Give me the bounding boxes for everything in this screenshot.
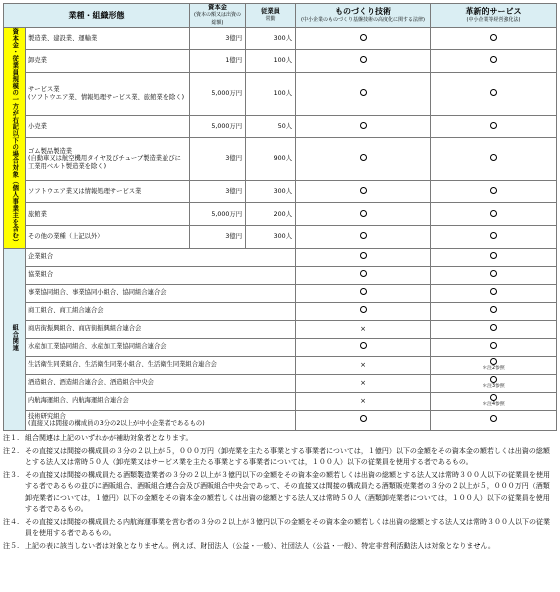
circle-mark-icon: [490, 154, 497, 161]
table-row: [4, 266, 557, 284]
side-label-association-text: 組合関連: [11, 324, 19, 352]
footnote-text: 上記の表に該当しない者は対象となりません。例えば、財団法人（公益・一般）、社団法人（公益・一般）、特定非営利活動法人は対象となりません。: [25, 541, 495, 550]
circle-mark-icon: [490, 394, 497, 401]
header-employees-note: 常勤: [265, 16, 276, 23]
capital-value: [190, 50, 246, 73]
circle-mark-icon: [490, 252, 497, 259]
header-monozukuri: [296, 4, 431, 28]
header-employees-label: 従業員: [261, 7, 280, 15]
header-employees: [246, 4, 296, 28]
footnote-text: 組合関連は上記のいずれかが補助対象者となります。: [25, 434, 193, 442]
circle-mark-icon: [360, 415, 367, 422]
employees-text: 300人: [273, 34, 292, 42]
employees-value: [246, 27, 296, 50]
association-type: 商工組合、商工組合連合会: [26, 302, 296, 320]
employees-text: 200人: [273, 210, 292, 218]
footnote-key: 注３.: [3, 470, 20, 479]
circle-mark-icon: [360, 154, 367, 161]
side-label-size-text: 資本金・従業員規模の一方が右記以下の場合対象（個人事業主を含む）: [11, 27, 19, 246]
association-rows: [4, 248, 557, 430]
monozukuri-mark: [296, 203, 431, 226]
footnote-key: 注５.: [3, 541, 20, 550]
service-mark: [431, 72, 557, 115]
service-mark: [431, 115, 557, 138]
table-row: [4, 356, 557, 374]
cross-mark-icon: ×: [360, 396, 366, 405]
employees-text: 50人: [277, 122, 292, 130]
monozukuri-mark: [296, 72, 431, 115]
association-type: 水産加工業協同組合、水産加工業協同組合連合会: [26, 338, 296, 356]
employees-value: [246, 225, 296, 248]
header-type: [4, 4, 190, 28]
monozukuri-mark: [296, 50, 431, 73]
employees-value: [246, 50, 296, 73]
circle-mark-icon: [490, 358, 497, 365]
service-mark: [431, 266, 557, 284]
cross-mark-icon: ×: [360, 324, 366, 333]
table-row: [4, 338, 557, 356]
circle-mark-icon: [360, 232, 367, 239]
table-row: [4, 320, 557, 338]
table-row: [4, 115, 557, 138]
circle-mark-icon: [360, 34, 367, 41]
circle-mark-icon: [360, 288, 367, 295]
footnote-item: [3, 517, 556, 540]
header-capital-label: 資本金: [208, 4, 227, 11]
circle-mark-icon: [360, 89, 367, 96]
employees-value: [246, 72, 296, 115]
service-mark: [431, 392, 557, 410]
capital-text: 5,000万円: [211, 122, 242, 130]
monozukuri-mark: [296, 356, 431, 374]
circle-mark-icon: [490, 122, 497, 129]
header-capital: [190, 4, 246, 28]
service-reference-note: ＊注2参照: [482, 366, 505, 372]
monozukuri-mark: [296, 374, 431, 392]
cross-mark-icon: ×: [360, 378, 366, 387]
circle-mark-icon: [360, 270, 367, 277]
footnote-item: [3, 433, 556, 445]
service-mark: [431, 50, 557, 73]
cross-mark-icon: ×: [360, 360, 366, 369]
table-row: [4, 374, 557, 392]
table-row: [4, 180, 557, 203]
service-mark: [431, 225, 557, 248]
side-label-size: [4, 27, 26, 248]
service-mark: [431, 374, 557, 392]
business-type: 製造業、建設業、運輸業: [26, 27, 190, 50]
capital-text: 3億円: [225, 187, 242, 195]
table-row: [4, 72, 557, 115]
circle-mark-icon: [490, 270, 497, 277]
association-type: 内航海運組合、内航海運組合連合会: [26, 392, 296, 410]
header-service: [431, 4, 557, 28]
capital-text: 3億円: [225, 233, 242, 241]
service-mark: [431, 248, 557, 266]
employees-value: [246, 203, 296, 226]
monozukuri-mark: [296, 302, 431, 320]
capital-text: 3億円: [225, 34, 242, 42]
service-mark: [431, 203, 557, 226]
table-row: [4, 27, 557, 50]
monozukuri-mark: [296, 225, 431, 248]
size-based-rows: [4, 27, 557, 248]
circle-mark-icon: [360, 252, 367, 259]
association-type: 技術研究組合 (直接又は間接の構成員の3分の2以上が中小企業者であるもの): [26, 410, 296, 430]
circle-mark-icon: [360, 210, 367, 217]
header-monozukuri-label: ものづくり技術: [335, 6, 391, 16]
circle-mark-icon: [490, 376, 497, 383]
footnote-item: [3, 470, 556, 516]
employees-text: 100人: [273, 90, 292, 98]
table-row: [4, 225, 557, 248]
circle-mark-icon: [360, 122, 367, 129]
header-service-label: 革新的サービス: [465, 6, 522, 16]
table-row: [4, 50, 557, 73]
monozukuri-mark: [296, 266, 431, 284]
service-mark: [431, 356, 557, 374]
circle-mark-icon: [360, 342, 367, 349]
monozukuri-mark: [296, 180, 431, 203]
association-type: 協業組合: [26, 266, 296, 284]
business-type: 小売業: [26, 115, 190, 138]
circle-mark-icon: [490, 306, 497, 313]
business-type: その他の業種（上記以外）: [26, 225, 190, 248]
header-type-label: 業種・組織形態: [68, 10, 125, 20]
circle-mark-icon: [490, 342, 497, 349]
footnote-item: [3, 446, 556, 469]
association-type: 商店街振興組合、商店街振興組合連合会: [26, 320, 296, 338]
service-reference-note: ＊注3参照: [482, 384, 505, 390]
side-label-association: [4, 248, 26, 430]
footnote-text: その直接又は間接の構成員たる酒類製造業者の３分の２以上が３億円以下の金額をその資本金の額若しくは出資の総額とする法人又は常時３００人以下の従業員を使用する者であるもの並びに酒販組合、酒販組合連合会及び酒販組合中央会であって、その直接又は間接の構成員たる酒類販売業者の３分の２以上が５，０００万円（酒類卸売業者については，１億円）以下の金額をその資本金の額若しくは出資の総額とする法人又は常時５０人（酒類卸売業者については，１００人）以下の従業員を使用する者であるもの。: [25, 470, 550, 513]
capital-value: [190, 115, 246, 138]
circle-mark-icon: [490, 232, 497, 239]
business-type: 卸売業: [26, 50, 190, 73]
footnote-key: 注１.: [3, 434, 20, 442]
monozukuri-mark: [296, 27, 431, 50]
business-type: ゴム製品製造業 (自動車又は航空機用タイヤ及びチューブ製造業並びに工業用ベルト製造業を除く): [26, 138, 190, 181]
circle-mark-icon: [360, 56, 367, 63]
capital-text: 5,000万円: [211, 90, 242, 98]
employees-text: 900人: [273, 155, 292, 163]
footnote-item: [3, 541, 556, 553]
footnote-key: 注２.: [3, 446, 20, 455]
header-service-note: (中小企業等経営強化法): [466, 17, 521, 24]
service-mark: [431, 320, 557, 338]
service-mark: [431, 27, 557, 50]
business-type: ソフトウエア業又は情報処理サービス業: [26, 180, 190, 203]
service-mark: [431, 180, 557, 203]
circle-mark-icon: [360, 306, 367, 313]
table-row: [4, 302, 557, 320]
footnote-key: 注４.: [3, 517, 20, 526]
service-mark: [431, 138, 557, 181]
capital-value: [190, 180, 246, 203]
association-type: 酒造組合、酒造組合連合会、酒造組合中央会: [26, 374, 296, 392]
circle-mark-icon: [490, 56, 497, 63]
table-row: [4, 392, 557, 410]
service-reference-note: ＊注4参照: [482, 402, 505, 408]
monozukuri-mark: [296, 284, 431, 302]
capital-value: [190, 27, 246, 50]
circle-mark-icon: [490, 89, 497, 96]
table-header-row: [4, 4, 557, 28]
table-row: [4, 284, 557, 302]
employees-text: 300人: [273, 187, 292, 195]
business-type: サービス業 (ソフトウエア業、情報処理サービス業、旅館業を除く): [26, 72, 190, 115]
service-mark: [431, 302, 557, 320]
circle-mark-icon: [490, 210, 497, 217]
header-capital-note: (資本の額又は出資の総額): [194, 12, 241, 26]
circle-mark-icon: [490, 34, 497, 41]
association-type: 生活衛生同業組合、生活衛生同業小組合、生活衛生同業組合連合会: [26, 356, 296, 374]
circle-mark-icon: [490, 187, 497, 194]
table-row: [4, 138, 557, 181]
monozukuri-mark: [296, 115, 431, 138]
footnote-text: その直接又は間接の構成員の３分の２以上が５，０００万円（卸売業を主たる事業とする事業者については，１億円）以下の金額をその資本金の額若しくは出資の総額とする法人又は常時５０人（卸売業又はサービス業を主たる事業とする事業者については，１００人）以下の従業員を使用する者であるもの。: [25, 446, 550, 466]
service-mark: [431, 410, 557, 430]
monozukuri-mark: [296, 338, 431, 356]
footnote-text: その直接又は間接の構成員たる内航海運事業を営む者の３分の２以上が３億円以下の金額をその資本金の額若しくは出資の総額とする法人又は常時３００人以下の従業員を使用する者であるもの。: [25, 517, 550, 537]
employees-value: [246, 115, 296, 138]
employees-value: [246, 180, 296, 203]
monozukuri-mark: [296, 392, 431, 410]
table-row: [4, 410, 557, 430]
monozukuri-mark: [296, 138, 431, 181]
eligibility-table: [3, 3, 557, 431]
circle-mark-icon: [490, 324, 497, 331]
employees-value: [246, 138, 296, 181]
association-type: 企業組合: [26, 248, 296, 266]
monozukuri-mark: [296, 248, 431, 266]
employees-text: 300人: [273, 233, 292, 241]
table-row: [4, 203, 557, 226]
service-mark: [431, 338, 557, 356]
capital-value: [190, 225, 246, 248]
circle-mark-icon: [490, 415, 497, 422]
employees-text: 100人: [273, 57, 292, 65]
capital-text: 1億円: [225, 57, 242, 65]
table-row: [4, 248, 557, 266]
monozukuri-mark: [296, 410, 431, 430]
circle-mark-icon: [360, 187, 367, 194]
capital-value: [190, 203, 246, 226]
header-monozukuri-note: (中小企業のものづくり基盤技術の高度化に関する法律): [301, 17, 425, 24]
capital-text: 3億円: [225, 155, 242, 163]
capital-value: [190, 72, 246, 115]
circle-mark-icon: [490, 288, 497, 295]
capital-text: 5,000万円: [211, 210, 242, 218]
association-type: 事業協同組合、事業協同小組合、協同組合連合会: [26, 284, 296, 302]
service-mark: [431, 284, 557, 302]
capital-value: [190, 138, 246, 181]
monozukuri-mark: [296, 320, 431, 338]
footnotes: [3, 433, 556, 553]
business-type: 旅館業: [26, 203, 190, 226]
